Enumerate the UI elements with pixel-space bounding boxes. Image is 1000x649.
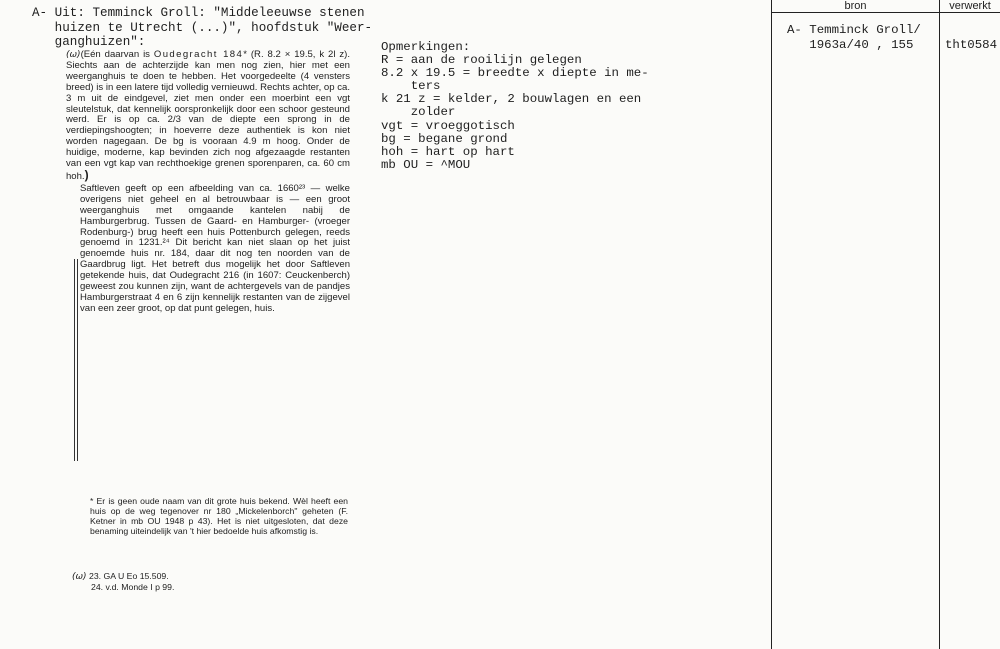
table-divider-middle [939, 0, 940, 649]
header-line-3: ganghuizen": [32, 35, 146, 49]
remark-line: k 21 z = kelder, 2 bouwlagen en een [381, 92, 642, 107]
table-divider-left [771, 0, 772, 649]
remarks-title: Opmerkingen: [381, 40, 471, 54]
remark-line: 8.2 x 19.5 = breedte x diepte in me- [381, 66, 649, 81]
paragraph-oudegracht: (ω)(Eén daarvan is Oudegracht 184* (R. 8.2 × 19.5, k 2l z). Siechts aan de achterzijde kan men nog zien, hier met een weerganghuis te doen te hebben. Het voorgedeelte (4 vensters breed) is in een latere tijd volledig vernieuwd. Rechts achter, op ca. 3 m uit de eindgevel, ziet men onder een moerbint een vgt sleutelstuk, dat kennelijk oorspronkelijk door een schoor gesteund werd. Er is op ca. 2/3 van de diepte een sprong in de verdiepingshoogten; in hoeverre deze authentiek is kon niet worden nagegaan. De bg is vooraan 4.9 m hoog. Onder de huidige, moderne, kap bevinden zich nog afgezaagde restanten van een vgt kap van rechthoekige grenen sporenparen, ca. 60 cm hoh.) [66, 49, 350, 182]
column-header-verwerkt: verwerkt [949, 0, 991, 12]
endnote-24: 24. v.d. Monde I p 99. [91, 582, 175, 592]
footnote: * Er is geen oude naam van dit grote huis bekend. Wèl heeft een huis op de weg tegenover nr 180 „Mickelenborch" geheten (F. Ketner in mb OU 1948 p 43). Het is niet uitgesloten, dat deze benaming uiteindelijk van 't hier bedoelde huis afkomstig is. [90, 496, 348, 536]
paragraph-saftleven: Saftleven geeft op een afbeelding van ca. 1660²³ — welke overigens niet geheel en al betrouwbaar is — een groot weerganghuis met omgaande kantelen nabij de Hamburgerbrug. Tussen de Gaard- en Hamburger- (vroeger Rodenburg-) brug heeft een huis Pottenburch gelegen, reeds genoemd in 1231.²⁴ Dit bericht kan niet slaan op het juist genoemde huis nr. 184, daar dit nog ten noorden van de Gaardbrug ligt. Het betreft dus mogelijk het door Saftleven getekende huis, dat Oudegracht 216 (in 1607: Ceuckenberch) geweest zou kunnen zijn, want de achtergevels van de pandjes Hamburgerstraat 4 en 6 zijn kennelijk restanten van de zijgevel van een zeer groot, op dat punt gelegen, huis. [80, 182, 350, 314]
verwerkt-cell: tht0584 [945, 38, 998, 52]
printed-excerpt [66, 50, 350, 315]
bron-cell [787, 23, 921, 53]
remark-line: mb OU = ^MOU [381, 157, 471, 172]
header-citation [32, 6, 372, 50]
table-header-rule [771, 12, 1000, 13]
remark-line: zolder [381, 105, 456, 120]
bron-line-1: A- Temminck Groll/ [787, 23, 921, 37]
header-line-2: huizen te Utrecht (...)", hoofdstuk "Weer- [32, 20, 373, 35]
remark-line: ters [381, 79, 441, 94]
street-name: Oudegracht 184 [153, 49, 244, 60]
column-header-bron: bron [844, 0, 867, 12]
bron-line-2: 1963a/40 , 155 [787, 38, 914, 52]
closing-bracket: ) [84, 167, 89, 182]
remark-line: hoh = hart op hart [381, 144, 515, 159]
remark-line: R = aan de rooilijn gelegen [381, 53, 582, 68]
remarks-block [381, 41, 649, 172]
endnote-23: 23. GA U Eo 15.509. [88, 571, 169, 581]
remark-line: bg = begane grond [381, 131, 508, 146]
margin-mark: (ω) [66, 50, 81, 60]
remark-line: vgt = vroeggotisch [381, 118, 515, 133]
endnote-mark: (ω) [72, 572, 87, 582]
header-line-1: A- Uit: Temminck Groll: "Middeleeuwse stenen [32, 6, 365, 20]
endnotes [72, 571, 174, 592]
